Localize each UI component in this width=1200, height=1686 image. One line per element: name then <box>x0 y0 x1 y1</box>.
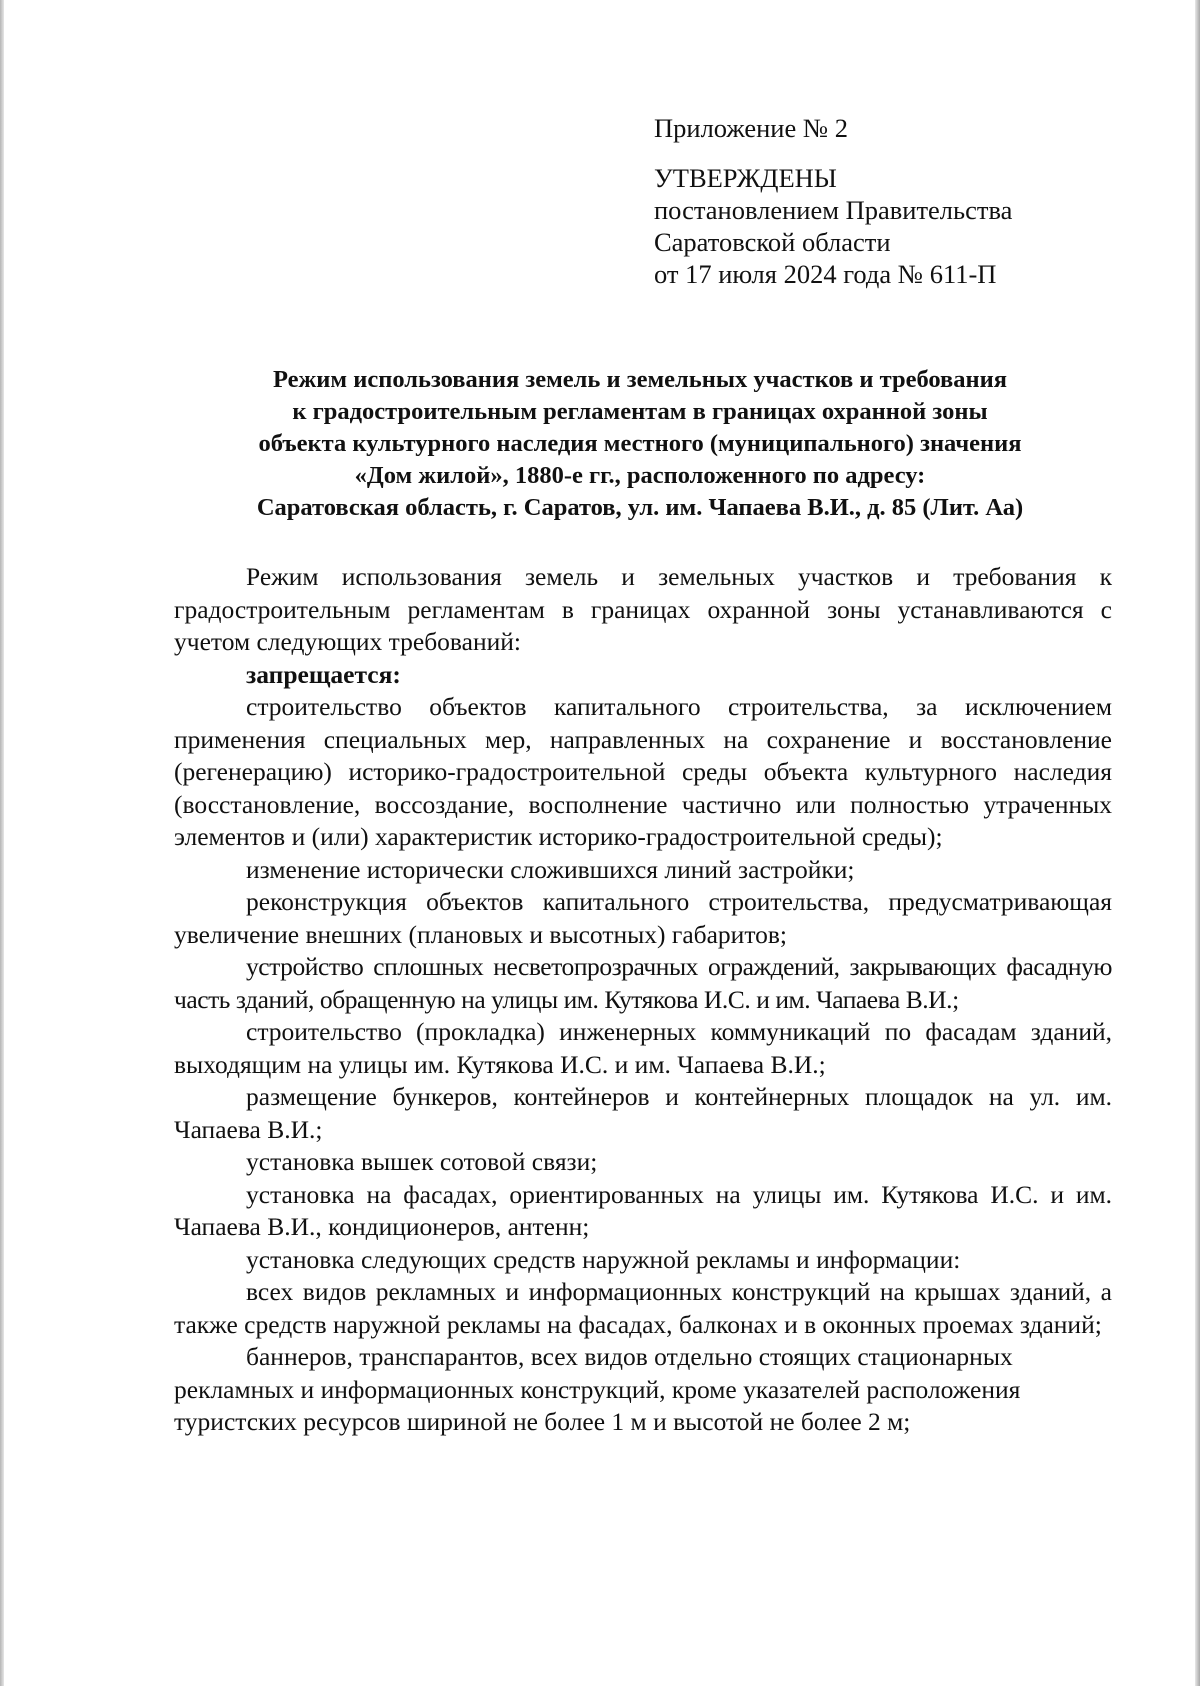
scan-edge-right <box>1195 0 1200 1686</box>
approval-line: постановлением Правительства <box>654 195 1013 225</box>
title-line: Режим использования земель и земельных участков и требования <box>273 366 1007 393</box>
annex-number: Приложение № 2 <box>654 113 849 143</box>
list-item: устройство сплошных несветопрозрачных ограждений, закрывающих фасадную часть зданий, обращенную на улицы им. Кутякова И.С. и им. Чапаева В.И.; <box>174 952 1112 1014</box>
prohibited-heading: запрещается: <box>246 659 401 689</box>
title-line: к градостроительным регламентам в границах охранной зоны <box>292 398 988 425</box>
approval-line: Саратовской области <box>654 227 891 257</box>
list-item: всех видов рекламных и информационных конструкций на крышах зданий, а также средств наружной рекламы на фасадах, балконах и в оконных проемах зданий; <box>174 1277 1112 1339</box>
list-item: установка следующих средств наружной рекламы и информации: <box>246 1244 961 1274</box>
list-item: строительство (прокладка) инженерных коммуникаций по фасадам зданий, выходящим на улицы им. Кутякова И.С. и им. Чапаева В.И.; <box>174 1017 1112 1079</box>
title-line: «Дом жилой», 1880-е гг., расположенного по адресу: <box>354 462 926 489</box>
list-item: установка на фасадах, ориентированных на улицы им. Кутякова И.С. и им. Чапаева В.И., кондиционеров, антенн; <box>174 1179 1112 1241</box>
list-item: установка вышек сотовой связи; <box>246 1147 598 1176</box>
title-line: Саратовская область, г. Саратов, ул. им. Чапаева В.И., д. 85 (Лит. Аа) <box>256 494 1024 521</box>
document-body <box>174 561 1112 1439</box>
list-item: изменение исторически сложившихся линий застройки; <box>246 854 855 884</box>
intro-paragraph: Режим использования земель и земельных участков и требования к градостроительным регламентам в границах охранной зоны устанавливаются с учетом следующих требований: <box>174 562 1112 656</box>
list-item: реконструкция объектов капитального строительства, предусматривающая увеличение внешних (плановых и высотных) габаритов; <box>174 887 1112 949</box>
list-item: баннеров, транспарантов, всех видов отдельно стоящих стационарных рекламных и информационных конструкций, кроме указателей расположения туристских ресурсов шириной не более 1 м и высотой не более 2 м; <box>174 1342 1021 1436</box>
list-item: размещение бункеров, контейнеров и контейнерных площадок на ул. им. Чапаева В.И.; <box>174 1082 1112 1144</box>
title-line: объекта культурного наследия местного (муниципального) значения <box>258 430 1022 457</box>
list-item: строительство объектов капитального строительства, за исключением применения специальных мер, направленных на сохранение и восстановление (регенерацию) историко-градостроительной среды объекта культурного наследия (восстановление, воссоздание, восполнение частично или полностью утраченных элементов и (или) характеристик историко-градостроительной среды); <box>174 692 1112 851</box>
scan-edge-left <box>0 0 4 1686</box>
document-title <box>160 364 1120 524</box>
approved-label: УТВЕРЖДЕНЫ <box>654 163 837 193</box>
approval-date-line: от 17 июля 2024 года № 611-П <box>654 259 997 289</box>
approval-block <box>654 112 1154 290</box>
